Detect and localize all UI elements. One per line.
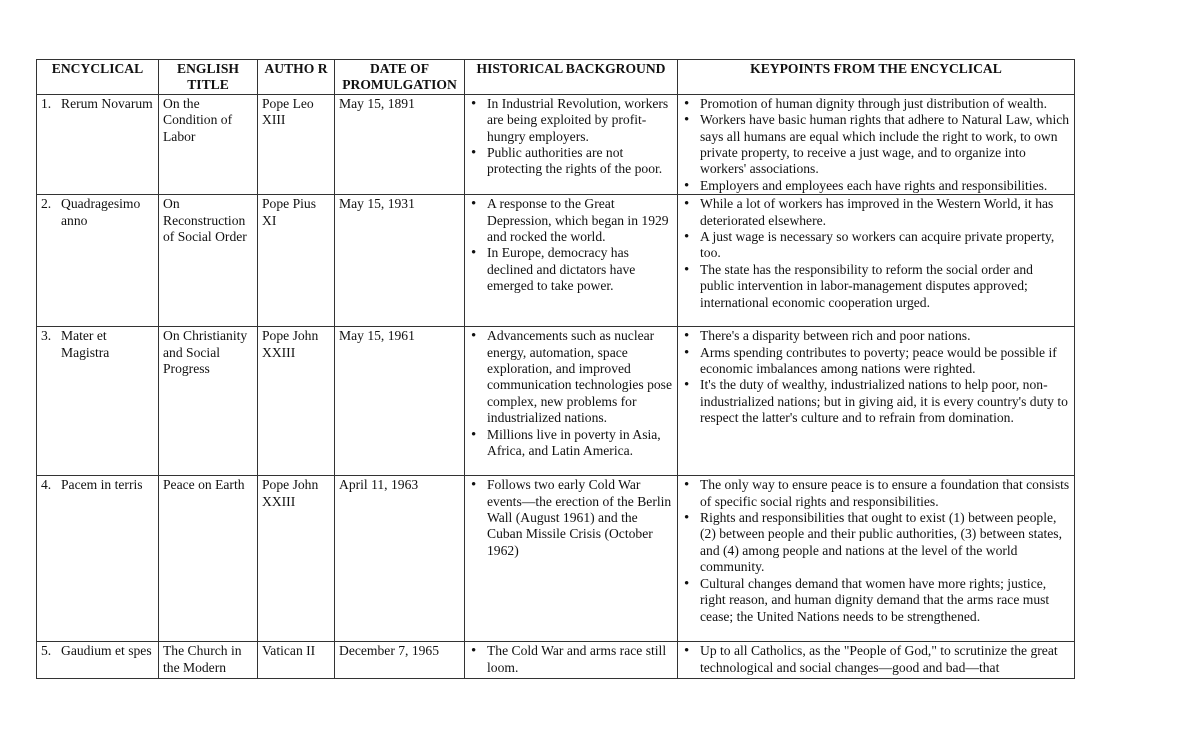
encyclical-name: Pacem in terris xyxy=(61,477,143,493)
keypoint-item: • Employers and employees each have rights and responsibilities. xyxy=(700,178,1070,194)
keypoints-cell xyxy=(678,642,1075,679)
keypoint-item: • The only way to ensure peace is to ensure a foundation that consists of specific social rights and responsibilities. xyxy=(700,477,1070,510)
row-number: 3. xyxy=(41,328,52,344)
date-cell: April 11, 1963 xyxy=(335,476,465,642)
background-item: • Follows two early Cold War events—the erection of the Berlin Wall (August 1961) and the Cuban Missile Crisis (October 1962) xyxy=(487,477,673,559)
background-item: • The Cold War and arms race still loom. xyxy=(487,643,673,676)
row-number: 5. xyxy=(41,643,52,659)
date-cell: May 15, 1931 xyxy=(335,195,465,327)
background-item: • Public authorities are not protecting the rights of the poor. xyxy=(487,145,673,178)
keypoints-cell xyxy=(678,327,1075,476)
row-number: 1. xyxy=(41,95,52,111)
keypoint-item: • While a lot of workers has improved in the Western World, it has deteriorated elsewhere. xyxy=(700,196,1070,229)
encyclical-cell xyxy=(37,327,159,476)
table-row xyxy=(37,642,1075,679)
keypoint-item: • Promotion of human dignity through just distribution of wealth. xyxy=(700,96,1070,112)
encyclical-cell xyxy=(37,476,159,642)
encyclicals-table xyxy=(36,59,1075,679)
header-row xyxy=(37,60,1075,95)
keypoint-item: • Up to all Catholics, as the "People of God," to scrutinize the great technological and social changes—good and bad—that xyxy=(700,643,1070,676)
english-title-cell: On Reconstruction of Social Order xyxy=(159,195,258,327)
background-cell xyxy=(465,476,678,642)
author-cell: Pope John XXIII xyxy=(258,476,335,642)
english-title-cell: On Christianity and Social Progress xyxy=(159,327,258,476)
encyclical-cell xyxy=(37,94,159,194)
table-row xyxy=(37,94,1075,194)
background-cell xyxy=(465,642,678,679)
author-cell: Pope Leo XIII xyxy=(258,94,335,194)
header-background: HISTORICAL BACKGROUND xyxy=(465,60,678,95)
keypoint-item: • Workers have basic human rights that adhere to Natural Law, which says all humans are equal which include the right to work, to own private property, to receive a just wage, and to organize into workers' associations. xyxy=(700,112,1070,178)
date-cell: May 15, 1961 xyxy=(335,327,465,476)
background-item: • Millions live in poverty in Asia, Africa, and Latin America. xyxy=(487,427,673,460)
date-cell: May 15, 1891 xyxy=(335,94,465,194)
keypoint-item: • It's the duty of wealthy, industrialized nations to help poor, non-industrialized nations; but in giving aid, it is every country's duty to respect the latter's culture and to refrain from domination. xyxy=(700,377,1070,426)
background-cell xyxy=(465,327,678,476)
table-row xyxy=(37,195,1075,327)
table-row xyxy=(37,327,1075,476)
english-title-cell: On the Condition of Labor xyxy=(159,94,258,194)
keypoint-item: • A just wage is necessary so workers can acquire private property, too. xyxy=(700,229,1070,262)
header-author: AUTHO R xyxy=(258,60,335,95)
keypoints-cell xyxy=(678,476,1075,642)
header-date: DATE OF PROMULGATION xyxy=(335,60,465,95)
author-cell: Pope Pius XI xyxy=(258,195,335,327)
english-title-cell: The Church in the Modern xyxy=(159,642,258,679)
encyclical-name: Rerum Novarum xyxy=(61,95,153,111)
keypoint-item: • Cultural changes demand that women have more rights; justice, right reason, and human dignity demand that the arms race must cease; the United Nations needs to be strengthened. xyxy=(700,576,1070,625)
keypoint-item: • There's a disparity between rich and poor nations. xyxy=(700,328,1070,344)
header-encyclical: ENCYCLICAL xyxy=(37,60,159,95)
keypoint-item: • The state has the responsibility to reform the social order and public intervention in labor-management disputes approved; international economic cooperation urged. xyxy=(700,262,1070,311)
header-english-title: ENGLISH TITLE xyxy=(159,60,258,95)
encyclical-name: Gaudium et spes xyxy=(61,643,152,659)
encyclical-cell xyxy=(37,195,159,327)
row-number: 4. xyxy=(41,477,52,493)
row-number: 2. xyxy=(41,196,52,212)
background-item: • In Industrial Revolution, workers are being exploited by profit-hungry employers. xyxy=(487,96,673,145)
background-item: • A response to the Great Depression, which began in 1929 and rocked the world. xyxy=(487,196,673,245)
date-cell: December 7, 1965 xyxy=(335,642,465,679)
author-cell: Vatican II xyxy=(258,642,335,679)
keypoints-cell xyxy=(678,195,1075,327)
keypoint-item: • Arms spending contributes to poverty; peace would be possible if economic imbalances among nations were righted. xyxy=(700,345,1070,378)
header-keypoints: KEYPOINTS FROM THE ENCYCLICAL xyxy=(678,60,1075,95)
table-row xyxy=(37,476,1075,642)
encyclical-cell xyxy=(37,642,159,679)
author-cell: Pope John XXIII xyxy=(258,327,335,476)
encyclical-name: Quadragesimo anno xyxy=(61,196,141,228)
background-item: • Advancements such as nuclear energy, automation, space exploration, and improved communication technologies pose complex, new problems for industrialized nations. xyxy=(487,328,673,426)
encyclical-name: Mater et Magistra xyxy=(61,328,110,360)
keypoints-cell xyxy=(678,94,1075,194)
background-cell xyxy=(465,195,678,327)
background-cell xyxy=(465,94,678,194)
english-title-cell: Peace on Earth xyxy=(159,476,258,642)
keypoint-item: • Rights and responsibilities that ought to exist (1) between people, (2) between people and their public authorities, (3) between states, and (4) among people and nations at the level of the world community. xyxy=(700,510,1070,576)
background-item: • In Europe, democracy has declined and dictators have emerged to take power. xyxy=(487,245,673,294)
